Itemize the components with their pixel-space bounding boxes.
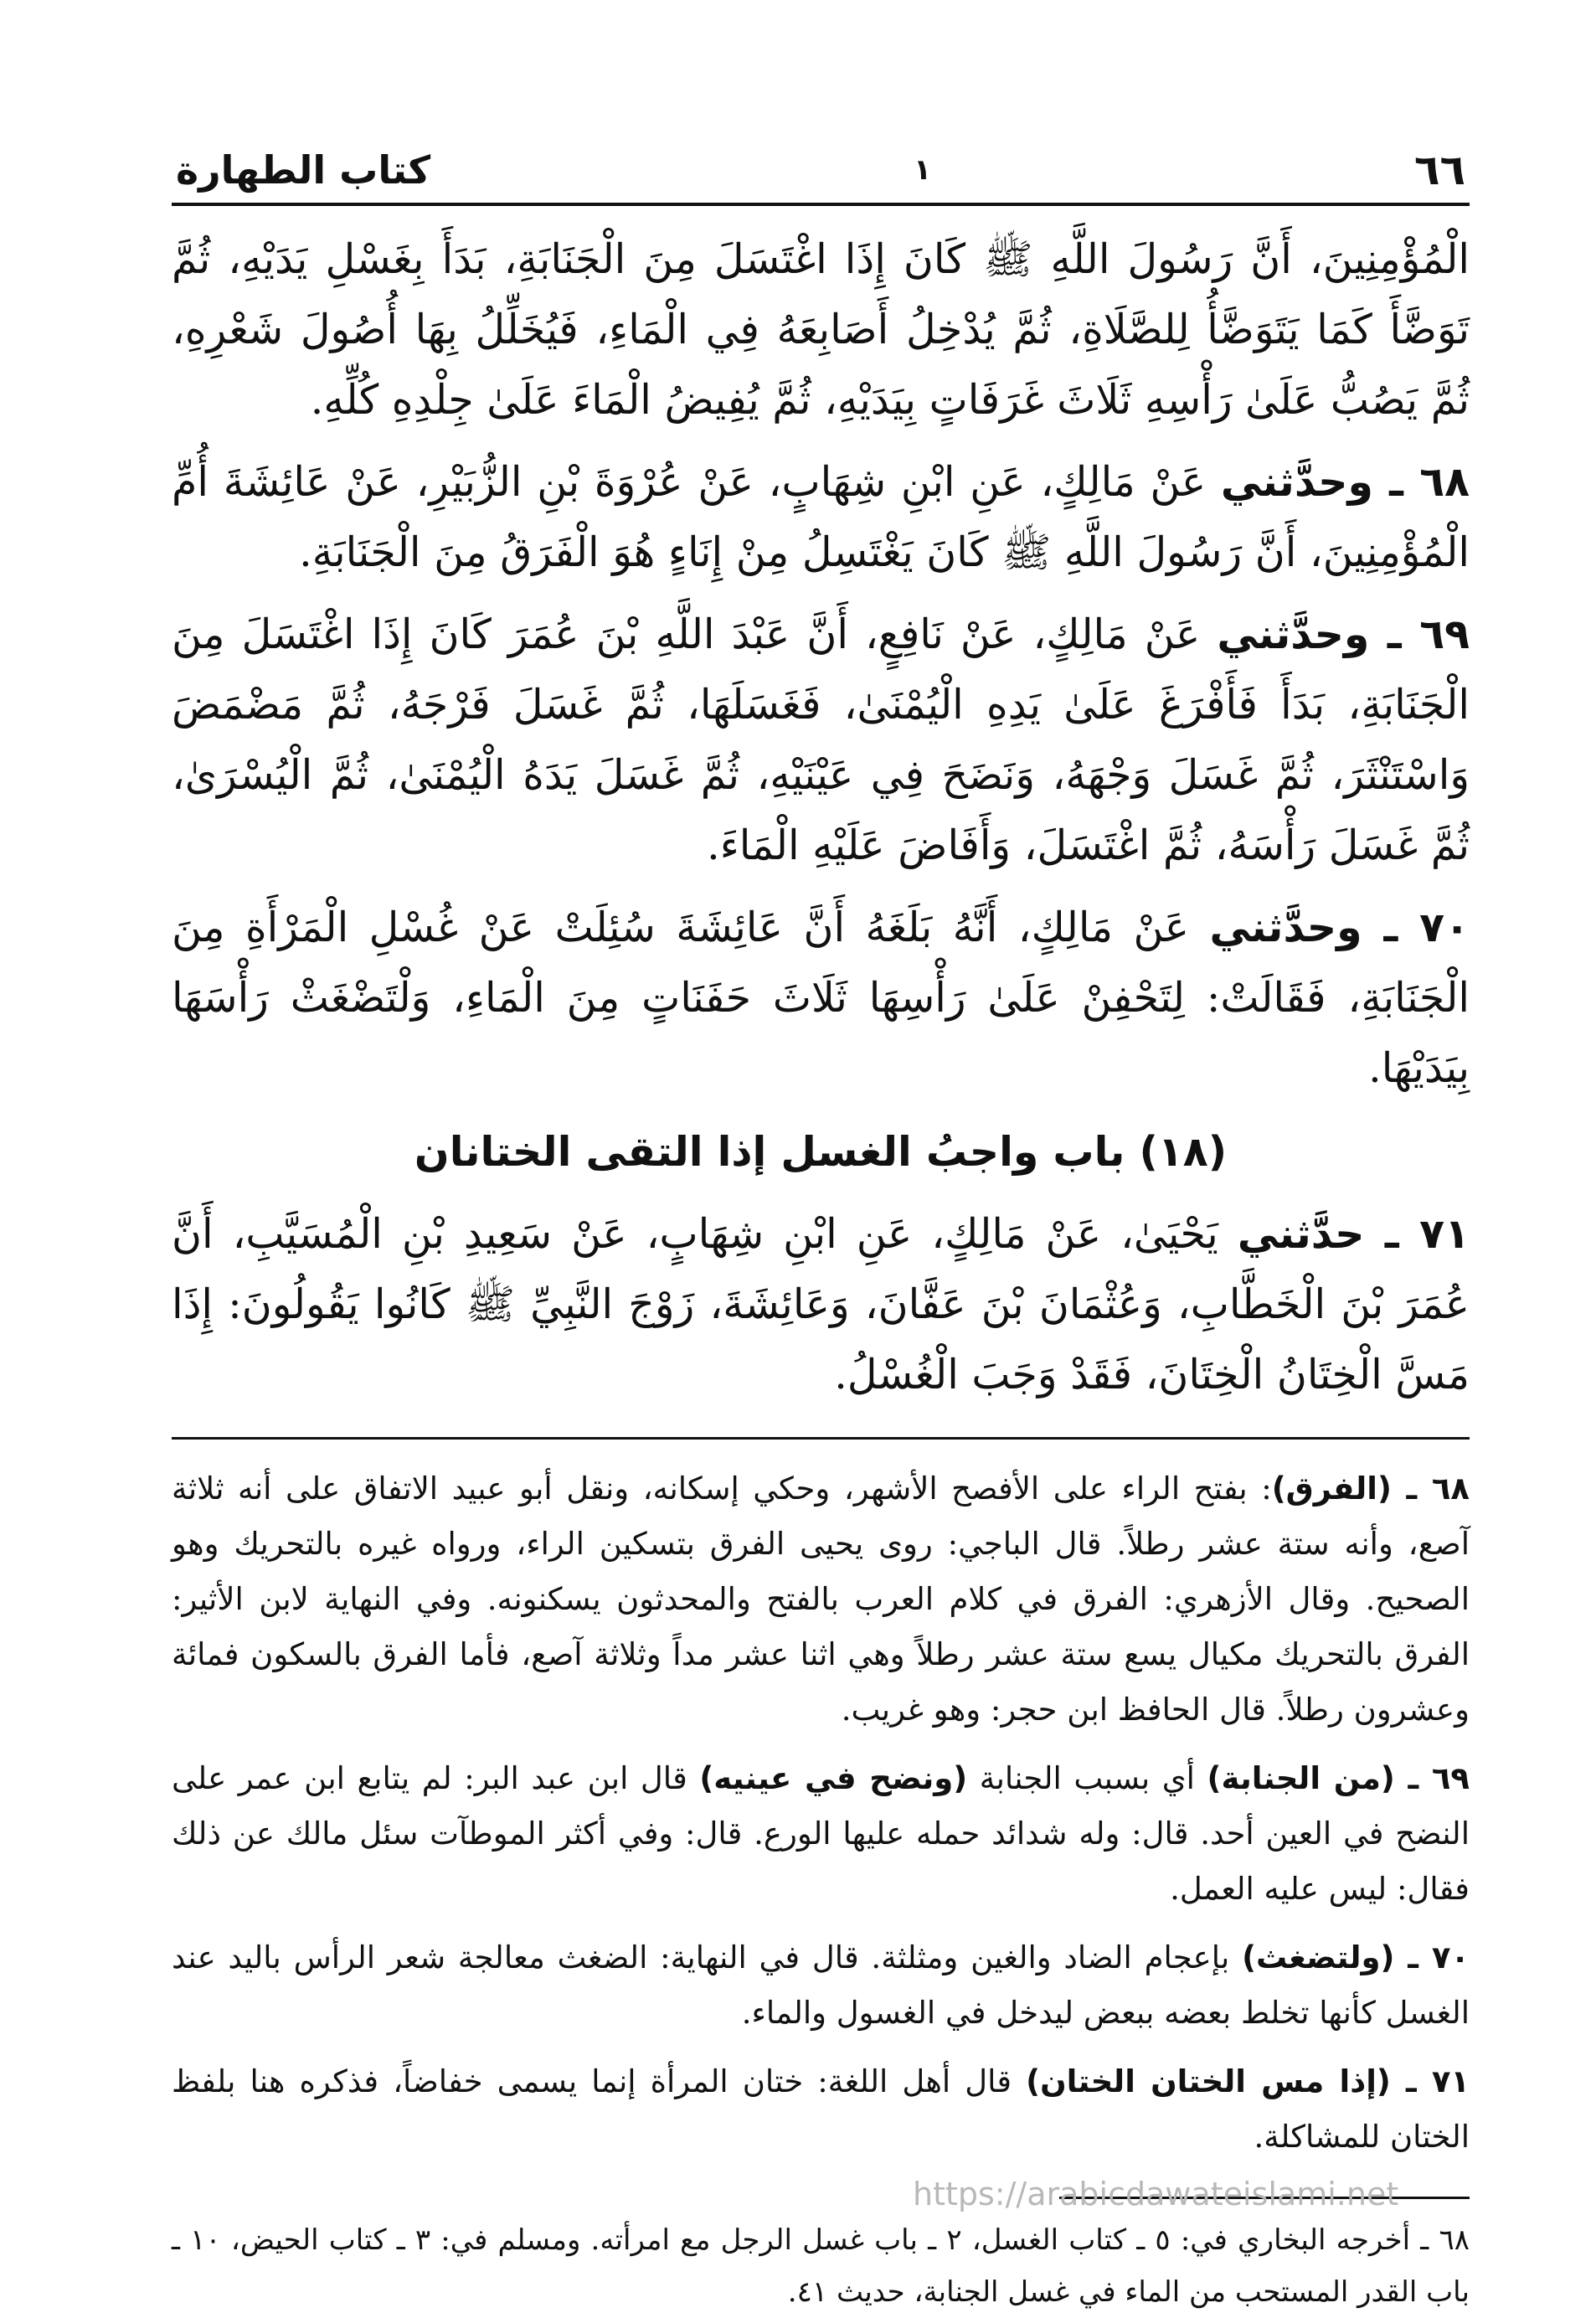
hadith-number: ٧١ ـ حدَّثني: [1237, 1210, 1470, 1258]
hadith-number: ٦٩ ـ وحدَّثني: [1217, 610, 1470, 658]
note-71: ٧١ ـ (إذا مس الختان الختان) قال أهل اللغة: ختان المرأة إنما يسمى خفاضاً، فذكره هنا بلفظ الختان للمشاكلة.: [172, 2063, 1470, 2155]
running-head: [176, 141, 1465, 199]
hadith-text: [172, 224, 1470, 1410]
note-69: ٦٩ ـ (من الجنابة) أي بسبب الجنابة (ونضح في عينيه) قال ابن عبد البر: لم يتابع ابن عمر على النضح في العين أحد. قال: وله شدائد حمله عليها الورع. قال: وفي أكثر الموطآت سئل مالك عن ذلك فقال: ليس عليه العمل.: [172, 1760, 1470, 1907]
source-references: [172, 2214, 1470, 2318]
chapter-title: (١٨) باب واجبُ الغسل إذا التقى الختانان: [414, 1128, 1228, 1176]
note-68: ٦٨ ـ (الفرق): بفتح الراء على الأفصح الأشهر، وحكي إسكانه، ونقل أبو عبيد الاتفاق على أنه ثلاثة آصع، وأنه ستة عشر رطلاً. قال الباجي: روى يحيى الفرق بتسكين الراء، ورواه غيره بالتحريك وهو الصحيح. وقال الأزهري: الفرق في كلام العرب بالفتح والمحدثون يسكنونه. وفي النهاية لابن الأثير: الفرق بالتحريك مكيال يسع ستة عشر رطلاً وهي اثنا عشر مداً وثلاثة آصع، فأما الفرق بالسكون فمائة وعشرون رطلاً. قال الحافظ ابن حجر: وهو غريب.: [172, 1471, 1470, 1728]
hadith-number: ٦٨ ـ وحدَّثني: [1220, 458, 1470, 506]
hadith-71: ٧١ ـ حدَّثني يَحْيَىٰ، عَنْ مَالِكٍ، عَنِ ابْنِ شِهَابٍ، عَنْ سَعِيدِ بْنِ الْمُسَيَّبِ، أَنَّ عُمَرَ بْنَ الْخَطَّابِ، وَعُثْمَانَ بْنَ عَفَّانَ، وَعَائِشَةَ، زَوْجَ النَّبِيِّ ﷺ كَانُوا يَقُولُونَ: إِذَا مَسَّ الْخِتَانُ الْخِتَانَ، فَقَدْ وَجَبَ الْغُسْلُ.: [172, 1210, 1470, 1399]
watermark: https://arabicdawateislami.net: [913, 2176, 1399, 2212]
hadith-67-continuation: الْمُؤْمِنِينَ، أَنَّ رَسُولَ اللَّهِ ﷺ كَانَ إِذَا اغْتَسَلَ مِنَ الْجَنَابَةِ، بَدَأَ بِغَسْلِ يَدَيْهِ، ثُمَّ تَوَضَّأَ كَمَا يَتَوَضَّأُ لِلصَّلَاةِ، ثُمَّ يُدْخِلُ أَصَابِعَهُ فِي الْمَاءِ، فَيُخَلِّلُ بِهَا أُصُولَ شَعْرِهِ، ثُمَّ يَصُبُّ عَلَىٰ رَأْسِهِ ثَلَاثَ غَرَفَاتٍ بِيَدَيْهِ، ثُمَّ يُفِيضُ الْمَاءَ عَلَىٰ جِلْدِهِ كُلِّهِ.: [172, 235, 1470, 424]
page-number: ٦٦: [1413, 146, 1465, 194]
hadith-number: ٧٠ ـ وحدَّثني: [1209, 904, 1470, 951]
notes-separator: [172, 1437, 1470, 1440]
hadith-68: ٦٨ ـ وحدَّثني عَنْ مَالِكٍ، عَنِ ابْنِ شِهَابٍ، عَنْ عُرْوَةَ بْنِ الزُّبَيْرِ، عَنْ عَائِشَةَ أُمِّ الْمُؤْمِنِينَ، أَنَّ رَسُولَ اللَّهِ ﷺ كَانَ يَغْتَسِلُ مِنْ إِنَاءٍ هُوَ الْفَرَقُ مِنَ الْجَنَابَةِ.: [172, 458, 1470, 576]
header-rule: [172, 203, 1470, 206]
note-70: ٧٠ ـ (ولتضغث) بإعجام الضاد والغين ومثلثة. قال في النهاية: الضغث معالجة شعر الرأس باليد عند الغسل كأنها تخلط بعضه ببعض ليدخل في الغسول والماء.: [172, 1939, 1470, 2031]
header-mark: ١: [914, 153, 931, 187]
page-content: [172, 224, 1470, 2318]
commentary-notes: [172, 1461, 1470, 2165]
reference-68: ٦٨ ـ أخرجه البخاري في: ٥ ـ كتاب الغسل، ٢ ـ باب غسل الرجل مع امرأته. ومسلم في: ٣ ـ كتاب الحيض، ١٠ ـ باب القدر المستحب من الماء في غسل الجنابة، حديث ٤١.: [172, 2223, 1470, 2309]
hadith-69: ٦٩ ـ وحدَّثني عَنْ مَالِكٍ، عَنْ نَافِعٍ، أَنَّ عَبْدَ اللَّهِ بْنَ عُمَرَ كَانَ إِذَا اغْتَسَلَ مِنَ الْجَنَابَةِ، بَدَأَ فَأَفْرَغَ عَلَىٰ يَدِهِ الْيُمْنَىٰ، فَغَسَلَهَا، ثُمَّ غَسَلَ فَرْجَهُ، ثُمَّ مَضْمَضَ وَاسْتَنْثَرَ، ثُمَّ غَسَلَ وَجْهَهُ، وَنَضَحَ فِي عَيْنَيْهِ، ثُمَّ غَسَلَ يَدَهُ الْيُمْنَىٰ، ثُمَّ الْيُسْرَىٰ، ثُمَّ غَسَلَ رَأْسَهُ، ثُمَّ اغْتَسَلَ، وَأَفَاضَ عَلَيْهِ الْمَاءَ.: [172, 610, 1470, 869]
hadith-70: ٧٠ ـ وحدَّثني عَنْ مَالِكٍ، أَنَّهُ بَلَغَهُ أَنَّ عَائِشَةَ سُئِلَتْ عَنْ غُسْلِ الْمَرْأَةِ مِنَ الْجَنَابَةِ، فَقَالَتْ: لِتَحْفِنْ عَلَىٰ رَأْسِهَا ثَلَاثَ حَفَنَاتٍ مِنَ الْمَاءِ، وَلْتَضْغَثْ رَأْسَهَا بِيَدَيْهَا.: [172, 904, 1470, 1092]
book-title: كتاب الطهارة: [176, 147, 431, 193]
